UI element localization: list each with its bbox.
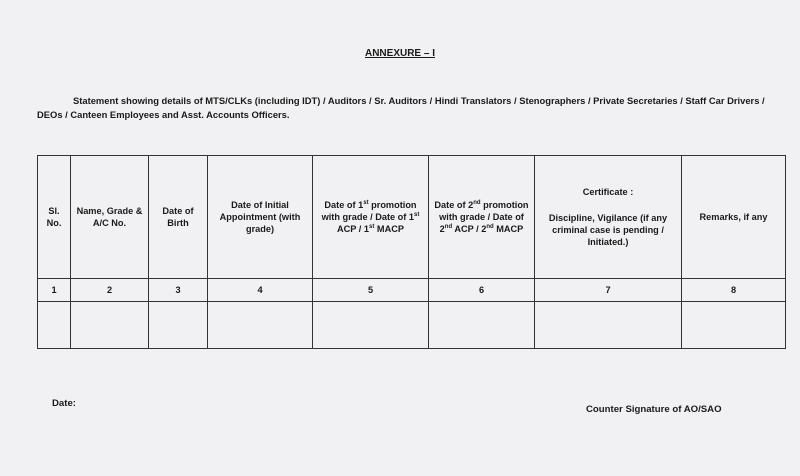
header-certificate [535,156,682,279]
annexure-table [37,155,786,349]
column-number: 3 [149,279,208,302]
header-sl-no: Sl. No. [38,156,71,279]
column-number: 1 [38,279,71,302]
statement-text: Statement showing details of MTS/CLKs (including IDT) / Auditors / Sr. Auditors / Hindi Translators / Stenographers / Private Secretaries / Staff Car Drivers / DEOs / Canteen Employees and Asst. Accounts Officers. [37,95,765,120]
blank-entry-row [38,302,786,349]
header-second-promotion: Date of 2nd promotion with grade / Date of 2nd ACP / 2nd MACP [429,156,535,279]
blank-cell [429,302,535,349]
blank-cell [71,302,149,349]
blank-cell [313,302,429,349]
blank-cell [38,302,71,349]
column-number: 4 [208,279,313,302]
header-name-grade: Name, Grade & A/C No. [71,156,149,279]
blank-cell [149,302,208,349]
date-label: Date: [52,398,76,409]
header-remarks: Remarks, if any [682,156,786,279]
header-row [38,156,786,279]
counter-signature-label: Counter Signature of AO/SAO [586,404,722,415]
column-number: 2 [71,279,149,302]
column-number: 5 [313,279,429,302]
header-date-of-birth: Date of Birth [149,156,208,279]
blank-cell [682,302,786,349]
column-number: 7 [535,279,682,302]
column-number: 6 [429,279,535,302]
blank-cell [535,302,682,349]
column-number: 8 [682,279,786,302]
annexure-heading: ANNEXURE – I [364,48,435,59]
certificate-title: Certificate : [582,187,634,197]
column-number-row [38,279,786,302]
header-initial-appointment: Date of Initial Appointment (with grade) [208,156,313,279]
blank-cell [208,302,313,349]
certificate-body: Discipline, Vigilance (if any criminal case is pending / Initiated.) [548,213,668,247]
header-first-promotion: Date of 1st promotion with grade / Date of 1st ACP / 1st MACP [313,156,429,279]
